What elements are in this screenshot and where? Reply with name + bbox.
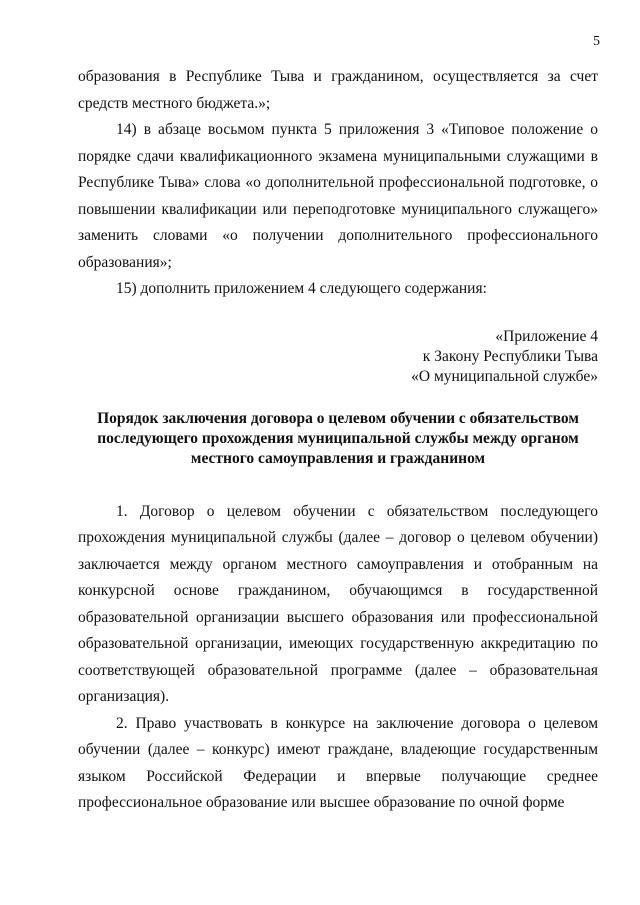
page-number: 5	[593, 34, 600, 49]
section-title-line-3: местного самоуправления и гражданином	[190, 449, 486, 467]
procedure-body	[78, 499, 598, 817]
appendix-header	[78, 327, 598, 387]
paragraph-item-14: 14) в абзаце восьмом пункта 5 приложения 3 «Типовое положение о порядке сдачи квалификационного экзамена муниципальными служащими в Республике Тыва» слова «о дополнительной профессиональной подготовке, о повышении квалификации или переподготовке муниципального служащего» заменить словами «о получении дополнительного профессионального образования»;	[78, 121, 598, 271]
appendix-line-2: к Закону Республики Тыва	[422, 347, 598, 365]
section-title-line-2: последующего прохождения муниципальной службы между органом	[97, 429, 579, 447]
document-body	[78, 64, 598, 817]
paragraph-clause-1: 1. Договор о целевом обучении с обязательством последующего прохождения муниципальной службы (далее – договор о целевом обучении) заключается между органом местного самоуправления и отобранным на конкурсной основе гражданином, обучающимся в государственной образовательной организации высшего образования или профессиональной образовательной организации, имеющих государственную аккредитацию по соответствующей образовательной программе (далее – образовательная организация).	[78, 502, 598, 705]
section-title-line-1: Порядок заключения договора о целевом обучении с обязательством	[97, 409, 579, 427]
section-title	[78, 409, 598, 469]
appendix-line-3: «О муниципальной службе»	[411, 367, 598, 385]
paragraph-item-15: 15) дополнить приложением 4 следующего содержания:	[116, 280, 487, 297]
appendix-line-1: «Приложение 4	[495, 327, 598, 345]
paragraph-continuation: образования в Республике Тыва и гражданином, осуществляется за счет средств местного бюджета.»;	[78, 68, 598, 112]
paragraph-clause-2: 2. Право участвовать в конкурсе на заключение договора о целевом обучении (далее – конкурс) имеют граждане, владеющие государственным языком Российской Федерации и впервые получающие среднее профессиональное образование или высшее образование по очной форме	[78, 714, 598, 811]
